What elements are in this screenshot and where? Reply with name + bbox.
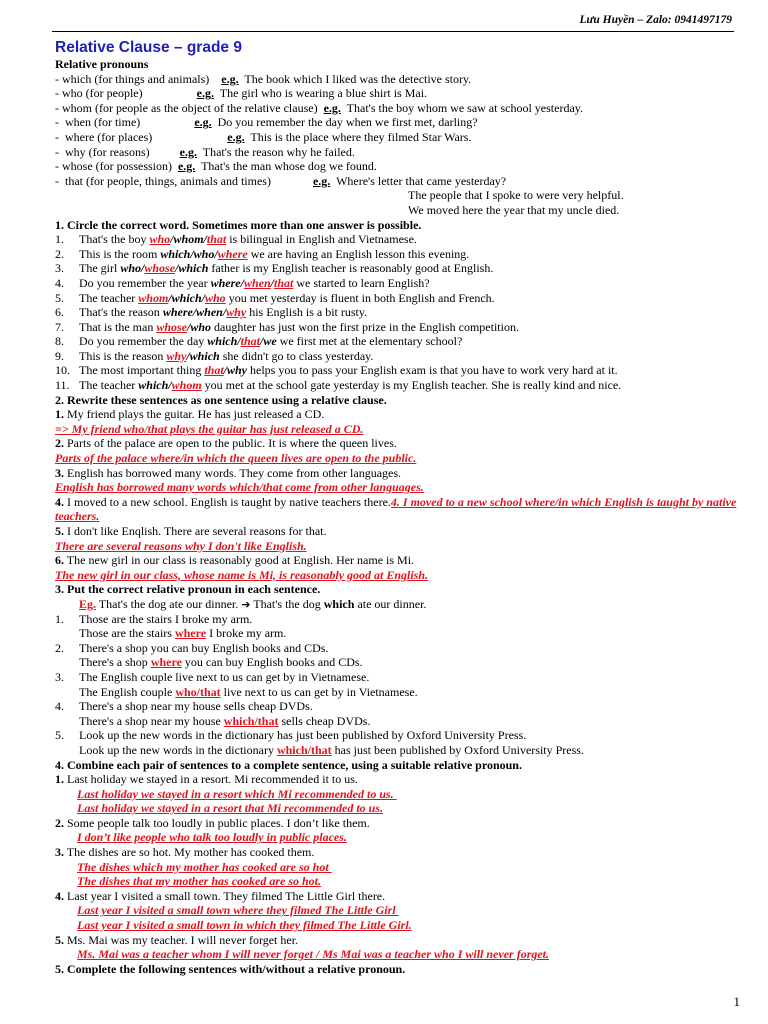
exercise-2-heading: 2. Rewrite these sentences as one sentence using a relative clause. <box>55 392 387 407</box>
item-text-before: That's the boy <box>79 232 150 247</box>
eg-label: e.g. <box>179 144 197 159</box>
eg-label: e.g. <box>312 173 331 188</box>
pronoun-example: The book which I liked was the detective story. <box>238 71 472 86</box>
exercise-1-item <box>55 378 745 393</box>
answer-text: Parts of the palace where/in which the queen lives are open to the public. <box>55 451 417 466</box>
answer-text: There are several reasons why I don't like English. <box>55 538 307 553</box>
exercise-1-item <box>55 232 745 247</box>
item-text-after: we are having an English lesson this evening. <box>247 246 470 261</box>
item-text-after: his English is a bit rusty. <box>246 305 368 320</box>
answer-text: 4. I moved to a new school where/in which English is taught by native teachers. <box>55 494 737 524</box>
option-choice: /which <box>175 261 209 276</box>
pronouns-heading: Relative pronouns <box>55 57 149 71</box>
answer-choice: who <box>205 290 226 305</box>
page-header: Lưu Huyền – Zalo: 0941497179 <box>579 14 732 26</box>
eg-label: e.g. <box>194 115 212 130</box>
option-choice: who/ <box>120 261 145 276</box>
eg-label: e.g. <box>221 71 239 86</box>
item-text-after: you met at the school gate yesterday is my English teacher. She is really kind and nice. <box>201 378 622 393</box>
example-label: Eg. <box>79 596 97 611</box>
item-number: 3. <box>55 261 64 276</box>
pronoun-description: - where (for places) <box>55 129 228 144</box>
exercise-1-item <box>55 349 745 364</box>
pronoun-example: Where's letter that came yesterday? <box>330 173 507 188</box>
exercise-1-item <box>55 334 745 349</box>
pronoun-description: - who (for people) <box>55 86 197 101</box>
item-text-after: helps you to pass your English exam is that you have to work very hard at it. <box>247 363 618 378</box>
exercise-1-item <box>55 276 745 291</box>
exercise-2-question <box>55 524 745 539</box>
question-text: The English couple live next to us can get by in Vietnamese. <box>79 669 370 684</box>
pronoun-description: - whose (for possession) <box>55 159 178 174</box>
item-text-after: she didn't go to class yesterday. <box>219 348 374 363</box>
pronoun-row <box>55 174 745 189</box>
exercise-3-heading: 3. Put the correct relative pronoun in each sentence. <box>55 582 321 597</box>
exercise-1-item <box>55 320 745 335</box>
pronoun-extra-example: We moved here the year that my uncle died. <box>408 202 620 217</box>
answer-choice: whom <box>171 378 202 393</box>
answer-choice: that <box>274 275 294 290</box>
question-text: There's a shop near my house sells cheap DVDs. <box>79 699 313 714</box>
item-number: 10. <box>55 363 70 378</box>
item-number: 11. <box>55 378 70 393</box>
example-answer-keyword: which <box>323 596 355 611</box>
item-text-before: The girl <box>79 261 121 276</box>
answer-choice: whose <box>144 261 176 276</box>
item-text-after: we first met at the elementary school? <box>276 334 463 349</box>
pronoun-extra-example: The people that I spoke to were very helpful. <box>408 188 624 203</box>
item-text-after: daughter has just won the first prize in the English competition. <box>211 319 519 334</box>
option-choice: / <box>203 232 207 247</box>
question-text: I moved to a new school. English is taught by native teachers there. <box>64 494 391 509</box>
answer-text: The dishes that my mother has cooked are so hot. <box>77 874 322 889</box>
pronoun-example: Do you remember the day when we first met, darling? <box>211 115 478 130</box>
answer-choice: when <box>243 275 271 290</box>
item-number: 6. <box>55 305 64 320</box>
pronoun-description: - when (for time) <box>55 115 195 130</box>
answer-text: The dishes which my mother has cooked are so hot <box>77 859 332 874</box>
item-number: 6. <box>55 553 64 568</box>
item-number: 8. <box>55 334 64 349</box>
exercise-4-heading: 4. Combine each pair of sentences to a complete sentence, using a suitable relative pronoun. <box>55 757 522 772</box>
item-text-after: is bilingual in English and Vietnamese. <box>226 232 417 247</box>
exercise-2-question <box>55 495 745 524</box>
answer-text: Last holiday we stayed in a resort which Mi recommended to us. <box>77 786 397 801</box>
item-number: 7. <box>55 319 64 334</box>
item-number: 5. <box>55 932 64 947</box>
option-choice: which/ <box>138 378 172 393</box>
answer-text: Last holiday we stayed in a resort that Mi recommended to us. <box>77 801 384 816</box>
item-number: 3. <box>55 845 64 860</box>
item-text-after: you met yesterday is fluent in both English and French. <box>225 290 495 305</box>
pronouns-extra-examples <box>55 188 745 217</box>
question-text: The dishes are so hot. My mother has cooked them. <box>64 845 315 860</box>
option-choice: which/who/ <box>160 246 218 261</box>
question-text: Last holiday we stayed in a resort. Mi recommended it to us. <box>64 772 358 787</box>
answer-before: There's a shop near my house <box>79 713 224 728</box>
pronoun-example: That's the boy whom we saw at school yesterday. <box>340 100 583 115</box>
exercise-1-item <box>55 291 745 306</box>
item-number: 3. <box>55 465 64 480</box>
answer-pronoun: which/that <box>276 742 332 757</box>
answer-text: The new girl in our class, whose name is Mi, is reasonably good at English. <box>55 567 429 582</box>
item-text-before: The teacher <box>79 290 139 305</box>
item-number: 2. <box>55 815 64 830</box>
question-text: Some people talk too loudly in public places. I don’t like them. <box>64 815 370 830</box>
pronoun-row <box>55 101 745 116</box>
item-number: 2. <box>55 640 64 655</box>
exercise-1-item <box>55 247 745 262</box>
exercise-1-item <box>55 305 745 320</box>
answer-after: live next to us can get by in Vietnamese. <box>220 684 418 699</box>
item-number: 1. <box>55 611 64 626</box>
exercise-3-answer <box>55 655 745 670</box>
item-text-before: Do you remember the year <box>79 275 211 290</box>
header-divider <box>52 31 734 32</box>
exercise-3-answer <box>55 626 745 641</box>
answer-after: has just been published by Oxford University Press. <box>331 742 584 757</box>
pronoun-row <box>55 159 745 174</box>
example-answer-end: ate our dinner. <box>354 596 427 611</box>
answer-text: I don’t like people who talk too loudly in public places. <box>77 830 347 845</box>
page-number: 1 <box>733 994 740 1009</box>
answer-choice: whose <box>156 319 188 334</box>
pronoun-example: That's the man whose dog we found. <box>195 159 377 174</box>
answer-before: Those are the stairs <box>79 626 175 641</box>
answer-choice: that <box>206 232 227 247</box>
document-title: Relative Clause – grade 9 <box>55 39 242 56</box>
pronoun-row <box>55 145 745 160</box>
exercise-1-list <box>55 232 745 393</box>
question-text: Those are the stairs I broke my arm. <box>79 611 253 626</box>
pronoun-example: That's the reason why he failed. <box>196 144 355 159</box>
exercise-3-answer <box>55 714 745 729</box>
option-choice: /why <box>223 363 248 378</box>
answer-after: I broke my arm. <box>206 626 287 641</box>
item-number: 9. <box>55 348 64 363</box>
answer-choice: who <box>149 232 171 247</box>
option-choice: where/when/ <box>162 305 227 320</box>
item-text-before: The teacher <box>79 378 139 393</box>
question-text: Look up the new words in the dictionary has just been published by Oxford University Press. <box>79 728 527 743</box>
item-number: 4. <box>55 275 64 290</box>
exercise-4-list <box>55 772 745 962</box>
pronoun-description: - that (for people, things, animals and times) <box>55 173 313 188</box>
question-text: Parts of the palace are open to the public. It is where the queen lives. <box>64 436 397 451</box>
answer-choice: that <box>240 334 260 349</box>
exercise-2-question <box>55 553 745 568</box>
answer-choice: where <box>217 246 248 261</box>
question-text: Last year I visited a small town. They filmed The Little Girl there. <box>64 888 386 903</box>
question-text: Ms. Mai was my teacher. I will never forget her. <box>64 932 299 947</box>
exercise-2-question <box>55 436 745 451</box>
answer-choice: whom <box>138 290 169 305</box>
item-text-after: we started to learn English? <box>293 275 430 290</box>
item-number: 4. <box>55 699 64 714</box>
answer-pronoun: where <box>174 626 207 641</box>
answer-text: Last year I visited a small town in which they filmed The Little Girl. <box>77 918 412 933</box>
item-number: 1. <box>55 772 64 787</box>
eg-label: e.g. <box>177 159 196 174</box>
answer-after: you can buy English books and CDs. <box>181 655 363 670</box>
option-choice: /which/ <box>168 290 205 305</box>
item-number: 1. <box>55 407 64 422</box>
answer-before: There's a shop <box>79 655 151 670</box>
item-text-before: Do you remember the day <box>79 334 208 349</box>
item-text-before: The most important thing <box>79 363 205 378</box>
answer-before: Look up the new words in the dictionary <box>79 742 277 757</box>
exercise-1-item <box>55 363 745 378</box>
item-number: 5. <box>55 728 64 743</box>
exercise-4-question <box>55 889 745 904</box>
item-text-before: That is the man <box>79 319 157 334</box>
exercise-3-example <box>55 597 745 612</box>
eg-label: e.g. <box>227 129 245 144</box>
option-choice: which/ <box>207 334 241 349</box>
pronouns-list <box>55 72 745 189</box>
exercise-1-heading: 1. Circle the correct word. Sometimes more than one answer is possible. <box>55 217 422 232</box>
item-number: 5. <box>55 290 64 305</box>
pronoun-description: - which (for things and animals) <box>55 71 222 86</box>
example-answer-start: That's the dog <box>250 596 324 611</box>
question-text: There's a shop you can buy English books and CDs. <box>79 640 329 655</box>
pronoun-description: - whom (for people as the object of the relative clause) <box>55 100 324 115</box>
exercise-2-question <box>55 466 745 481</box>
pronoun-example: The girl who is wearing a blue shirt is Mai. <box>213 86 428 101</box>
option-choice: /which <box>186 348 220 363</box>
arrow-right-icon: ➔ <box>241 597 251 611</box>
answer-choice: that <box>204 363 224 378</box>
exercise-3-question <box>55 699 745 714</box>
exercise-3-question <box>55 641 745 656</box>
example-question: That's the dog ate our dinner. <box>96 596 242 611</box>
exercise-4-question <box>55 845 745 860</box>
pronoun-row <box>55 86 745 101</box>
answer-choice: why <box>166 348 187 363</box>
exercise-3-question <box>55 612 745 627</box>
option-choice: / <box>270 275 274 290</box>
exercise-3-list <box>55 612 745 758</box>
item-text-after: father is my English teacher is reasonably good at English. <box>208 261 494 276</box>
exercise-2-list <box>55 407 745 582</box>
answer-pronoun: who/that <box>175 684 221 699</box>
pronoun-description: - why (for reasons) <box>55 144 180 159</box>
answer-before: The English couple <box>79 684 176 699</box>
answer-choice: why <box>226 305 247 320</box>
option-choice: where/ <box>210 275 244 290</box>
question-text: My friend plays the guitar. He has just released a CD. <box>64 407 325 422</box>
item-text-before: That's the reason <box>79 305 163 320</box>
exercise-3-answer <box>55 743 745 758</box>
item-number: 3. <box>55 669 64 684</box>
option-choice: / <box>170 232 174 247</box>
exercise-4-question <box>55 933 745 948</box>
answer-text: Ms. Mai was a teacher whom I will never forget / Ms Mai was a teacher who I will never forget. <box>77 947 550 962</box>
item-number: 4. <box>55 888 64 903</box>
option-choice: /who <box>187 319 212 334</box>
item-number: 2. <box>55 246 64 261</box>
answer-pronoun: which/that <box>223 713 279 728</box>
exercise-3-answer <box>55 685 745 700</box>
pronoun-row <box>55 72 745 87</box>
answer-pronoun: where <box>150 655 182 670</box>
answer-text: => My friend who/that plays the guitar has just released a CD. <box>55 421 364 436</box>
item-number: 4. <box>55 494 64 509</box>
answer-after: sells cheap DVDs. <box>278 713 371 728</box>
item-number: 1. <box>55 232 64 247</box>
pronoun-row <box>55 130 745 145</box>
option-choice: whom <box>173 232 204 247</box>
exercise-5-heading: 5. Complete the following sentences with/without a relative pronoun. <box>55 961 406 976</box>
exercise-3-question <box>55 728 745 743</box>
item-number: 5. <box>55 524 64 538</box>
exercise-4-question <box>55 816 745 831</box>
item-number: 2. <box>55 436 64 451</box>
option-choice: /we <box>260 334 277 349</box>
eg-label: e.g. <box>323 100 341 115</box>
question-text: The new girl in our class is reasonably good at English. Her name is Mi. <box>64 553 415 568</box>
item-text-before: This is the reason <box>79 348 167 363</box>
document-body <box>55 38 745 976</box>
exercise-2-question <box>55 407 745 422</box>
exercise-1-item <box>55 261 745 276</box>
pronoun-row <box>55 115 745 130</box>
eg-label: e.g. <box>196 86 214 101</box>
item-text-before: This is the room <box>79 246 161 261</box>
answer-text: English has borrowed many words which/that come from other languages. <box>55 480 424 495</box>
pronoun-example: This is the place where they filmed Star Wars. <box>244 129 472 144</box>
question-text: I don't like Enqlish. There are several reasons for that. <box>64 524 327 538</box>
answer-text: Last year I visited a small town where they filmed The Little Girl <box>77 903 399 918</box>
exercise-3-question <box>55 670 745 685</box>
question-text: English has borrowed many words. They come from other languages. <box>64 465 402 480</box>
exercise-4-question <box>55 772 745 787</box>
